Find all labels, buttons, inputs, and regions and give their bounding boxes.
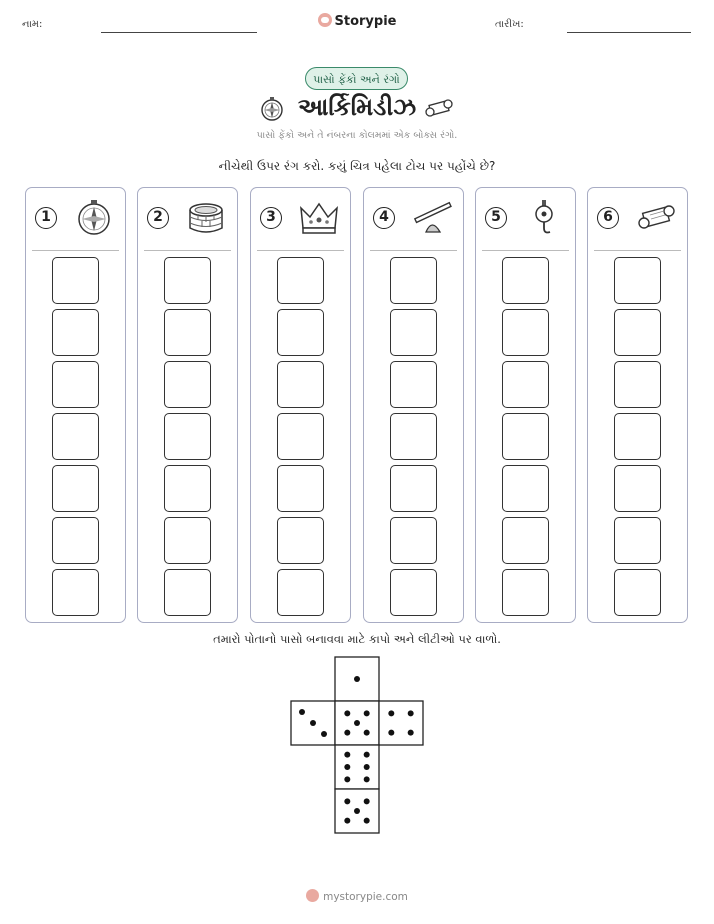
column-number: 4	[373, 207, 395, 229]
scroll-icon	[424, 97, 454, 119]
color-box[interactable]	[52, 465, 99, 512]
dice-pip	[408, 710, 414, 716]
color-box[interactable]	[52, 569, 99, 616]
color-box[interactable]	[277, 569, 324, 616]
storypie-logo-icon	[318, 13, 332, 27]
column-number: 3	[260, 207, 282, 229]
dice-pip	[364, 752, 370, 758]
color-box[interactable]	[502, 465, 549, 512]
dice-face	[291, 701, 335, 745]
footer-url: mystorypie.com	[323, 891, 408, 903]
dice-pip	[354, 808, 360, 814]
dice-pip	[344, 710, 350, 716]
color-box[interactable]	[614, 569, 661, 616]
color-box[interactable]	[502, 309, 549, 356]
dice-column-5	[475, 187, 576, 623]
color-box[interactable]	[164, 465, 211, 512]
color-box[interactable]	[164, 517, 211, 564]
dice-pip	[344, 798, 350, 804]
subtitle: પાસો ફેંકો અને તે નંબરના કોલમમાં એક બોક્સ રંગો.	[256, 130, 458, 141]
dice-pip	[388, 710, 394, 716]
dice-face	[379, 701, 423, 745]
scroll-icon	[634, 198, 678, 238]
column-divider	[144, 250, 231, 251]
brand-name: Storypie	[334, 14, 397, 29]
color-box[interactable]	[277, 465, 324, 512]
color-box[interactable]	[164, 569, 211, 616]
dice-column-2	[137, 187, 238, 623]
color-box[interactable]	[390, 257, 437, 304]
color-box[interactable]	[164, 257, 211, 304]
dice-face	[335, 701, 379, 745]
dice-pip	[354, 720, 360, 726]
name-line	[101, 32, 257, 33]
color-box[interactable]	[390, 517, 437, 564]
dice-pip	[299, 709, 305, 715]
color-box[interactable]	[390, 465, 437, 512]
well-icon	[184, 198, 228, 238]
dice-face	[335, 789, 379, 833]
color-box[interactable]	[614, 257, 661, 304]
color-box[interactable]	[614, 413, 661, 460]
crown-icon	[297, 198, 341, 238]
dice-pip	[364, 798, 370, 804]
dice-column-3	[250, 187, 351, 623]
column-number: 2	[147, 207, 169, 229]
name-label: નામ:	[22, 19, 43, 30]
color-box[interactable]	[502, 569, 549, 616]
cut-instruction: તમારો પોતાનો પાસો બનાવવા માટે કાપો અને લીટીઓ પર વાળો.	[213, 632, 501, 646]
question-text: નીચેથી ઉપર રંગ કરો. કયું ચિત્ર પહેલા ટોચ પર પહોંચે છે?	[218, 159, 496, 173]
color-box[interactable]	[390, 569, 437, 616]
dice-pip	[364, 776, 370, 782]
color-box[interactable]	[614, 309, 661, 356]
topic-pill: પાસો ફેંકો અને રંગો	[305, 67, 408, 90]
dice-pip	[310, 720, 316, 726]
color-box[interactable]	[390, 413, 437, 460]
pulley-icon	[522, 198, 566, 238]
color-box[interactable]	[277, 361, 324, 408]
footer	[0, 889, 714, 903]
storypie-logo-icon	[306, 889, 319, 902]
color-box[interactable]	[277, 413, 324, 460]
column-divider	[594, 250, 681, 251]
lever-icon	[410, 198, 454, 238]
dice-column-6	[587, 187, 688, 623]
color-box[interactable]	[614, 517, 661, 564]
color-box[interactable]	[277, 517, 324, 564]
column-divider	[370, 250, 457, 251]
dice-pip	[344, 730, 350, 736]
brand-logo	[0, 13, 714, 29]
dice-column-4	[363, 187, 464, 623]
color-box[interactable]	[52, 257, 99, 304]
dice-pip	[344, 764, 350, 770]
dice-column-1	[25, 187, 126, 623]
column-divider	[482, 250, 569, 251]
compass-icon	[72, 198, 116, 238]
color-box[interactable]	[390, 361, 437, 408]
color-box[interactable]	[502, 413, 549, 460]
dice-pip	[344, 776, 350, 782]
color-box[interactable]	[164, 309, 211, 356]
color-box[interactable]	[502, 517, 549, 564]
color-box[interactable]	[614, 361, 661, 408]
dice-face	[335, 657, 379, 701]
color-box[interactable]	[164, 413, 211, 460]
color-box[interactable]	[277, 257, 324, 304]
dice-face	[335, 745, 379, 789]
column-number: 1	[35, 207, 57, 229]
column-divider	[257, 250, 344, 251]
dice-pip	[408, 730, 414, 736]
color-box[interactable]	[52, 517, 99, 564]
dice-pip	[388, 730, 394, 736]
column-number: 6	[597, 207, 619, 229]
date-label: તારીખ:	[495, 19, 524, 30]
dice-pip	[364, 818, 370, 824]
color-box[interactable]	[502, 257, 549, 304]
dice-pip	[364, 710, 370, 716]
column-number: 5	[485, 207, 507, 229]
dice-pip	[364, 730, 370, 736]
dice-pip	[321, 731, 327, 737]
date-line	[567, 32, 691, 33]
color-box[interactable]	[164, 361, 211, 408]
color-box[interactable]	[52, 413, 99, 460]
page-title: આર્કિમિડીઝ	[297, 93, 417, 121]
color-box[interactable]	[277, 309, 324, 356]
color-box[interactable]	[390, 309, 437, 356]
dice-net	[290, 656, 426, 836]
dice-pip	[354, 676, 360, 682]
color-box[interactable]	[52, 361, 99, 408]
color-box[interactable]	[52, 309, 99, 356]
color-box[interactable]	[614, 465, 661, 512]
dice-pip	[344, 818, 350, 824]
dice-pip	[364, 764, 370, 770]
dice-pip	[344, 752, 350, 758]
column-divider	[32, 250, 119, 251]
color-box[interactable]	[502, 361, 549, 408]
